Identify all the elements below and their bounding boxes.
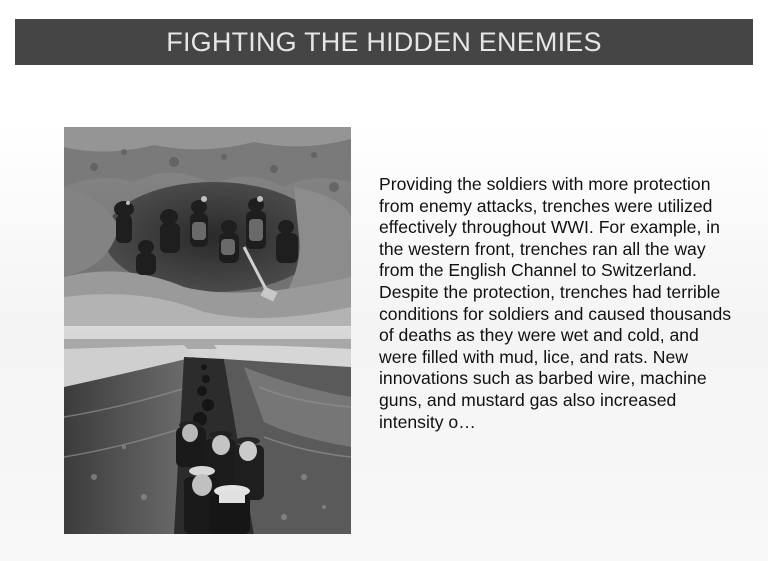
slide-title: FIGHTING THE HIDDEN ENEMIES [166,26,602,57]
soldiers-standing-in-trench-photo [64,326,351,534]
slide-body-text: Providing the soldiers with more protection from enemy attacks, trenches were utilized effectively throughout WWI. For example, in the western front, trenches ran all the way from the English Channel to Switzerland. Despite the protection, trenches had terrible conditions for soldiers and caused thousands of deaths as they were wet and cold, and were filled with mud, lice, and rats. New innovations such as barbed wire, machine guns, and mustard gas also increased intensity o… [379,174,732,432]
soldiers-resting-in-trench-photo [64,127,351,326]
title-bar [15,19,753,65]
